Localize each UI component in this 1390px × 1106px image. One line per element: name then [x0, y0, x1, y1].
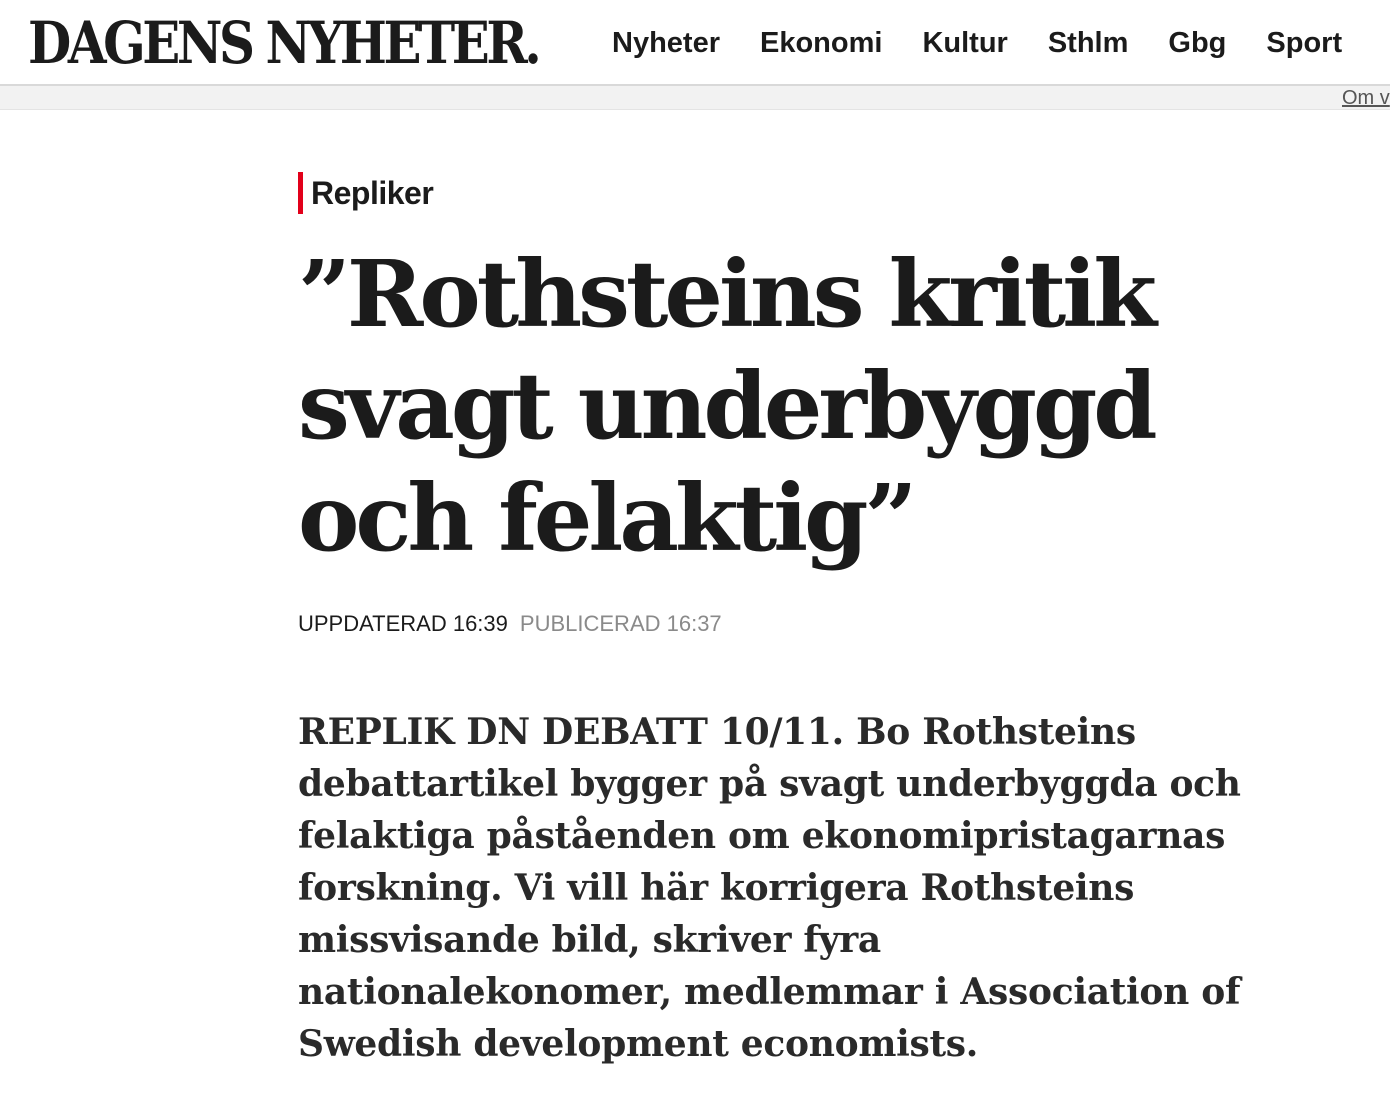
site-header	[0, 0, 1390, 86]
updated-timestamp: UPPDATERAD 16:39	[298, 611, 508, 636]
nav-item-nyheter[interactable]: Nyheter	[612, 27, 720, 59]
article-meta	[298, 610, 1258, 638]
site-logo[interactable]: DAGENS NYHETER.	[28, 9, 539, 77]
sub-bar	[0, 86, 1390, 110]
nav-item-sport[interactable]: Sport	[1266, 27, 1343, 59]
nav-item-sthlm[interactable]: Sthlm	[1047, 27, 1129, 59]
published-timestamp: PUBLICERAD 16:37	[519, 611, 722, 636]
main-nav	[612, 0, 1382, 86]
article	[298, 172, 1258, 1106]
section-label[interactable]	[298, 172, 1258, 214]
section-accent-bar	[298, 172, 303, 214]
nav-item-ekonomi[interactable]: Ekonomi	[760, 27, 883, 59]
article-lead: REPLIK DN DEBATT 10/11. Bo Rothsteins debattartikel bygger på svagt underbyggda och felaktiga påståenden om ekonomipristagarnas forskning. Vi vill här korrigera Rothsteins missvisande bild, skriver fyra nationalekonomer, medlemmar i Association of Swedish development economists.	[298, 711, 1241, 1065]
section-name: Repliker	[311, 174, 434, 211]
article-headline: ”Rothsteins kritik svagt underbyggd och felaktig”	[298, 240, 1154, 572]
nav-item-kultur[interactable]: Kultur	[922, 27, 1008, 59]
nav-item-gbg[interactable]: Gbg	[1168, 27, 1227, 59]
subbar-link[interactable]: Om v	[1342, 87, 1390, 109]
